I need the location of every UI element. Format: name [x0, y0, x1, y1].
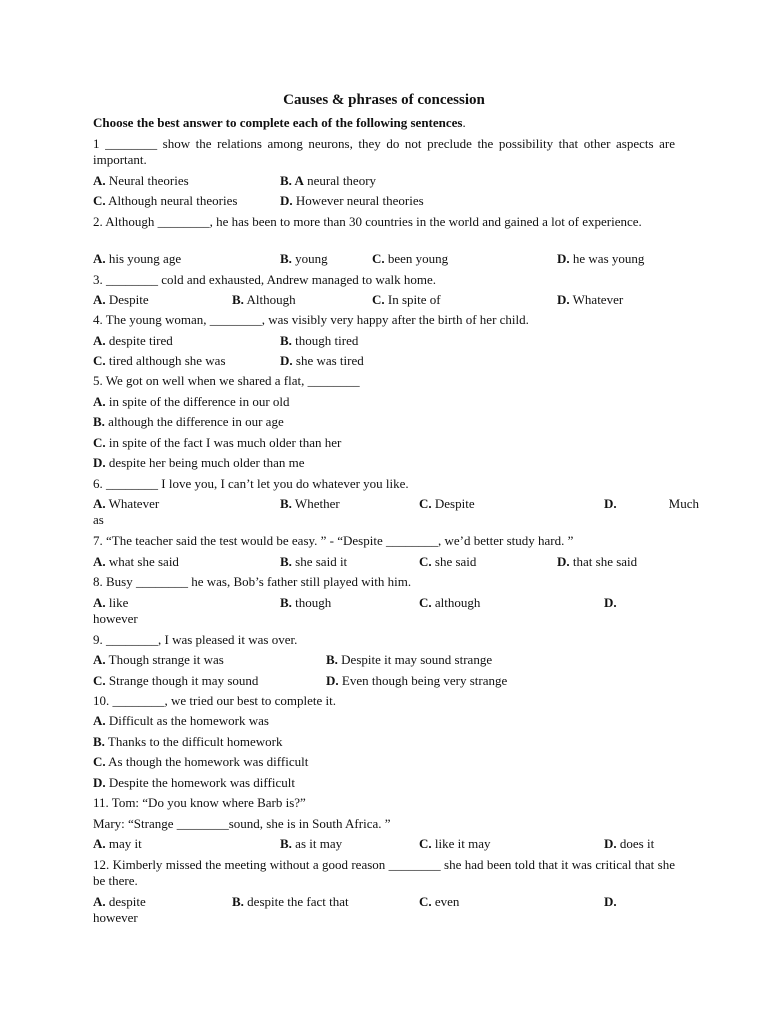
instructions — [93, 115, 466, 131]
option-d: D. However neural theories — [280, 193, 424, 208]
option-c: C. Despite — [419, 496, 475, 511]
option-d: D. Much as — [93, 496, 699, 527]
option-c: C. been young — [372, 251, 449, 266]
option-b: B. despite the fact that — [232, 894, 349, 909]
question-stem-line2: Mary: “Strange ________sound, she is in South Africa. ” — [93, 816, 391, 831]
question-stem: 6. ________ I love you, I can’t let you do whatever you like. — [93, 476, 409, 491]
option-d-text: however — [93, 910, 138, 925]
option-b: B. though — [280, 595, 332, 610]
option-a: A. in spite of the difference in our old — [93, 394, 290, 409]
option-c: C. Although neural theories — [93, 193, 238, 208]
option-c: C. although — [419, 595, 481, 610]
page-title: Causes & phrases of concession — [283, 92, 485, 108]
option-b: B. though tired — [280, 333, 359, 348]
option-b: B. she said it — [280, 554, 348, 569]
question-stem: 11. Tom: “Do you know where Barb is?” — [93, 795, 306, 810]
option-a: A. may it — [93, 836, 142, 851]
option-c: C. As though the homework was difficult — [93, 754, 309, 769]
question-stem: 5. We got on well when we shared a flat, ________ — [93, 373, 360, 388]
option-c: C. tired although she was — [93, 353, 226, 368]
option-a: A. Though strange it was — [93, 652, 224, 667]
option-c: C. she said — [419, 554, 477, 569]
option-b: B. Thanks to the difficult homework — [93, 734, 283, 749]
instructions-text: Choose the best answer to complete each of the following sentences — [93, 115, 463, 130]
option-d-letter: D. — [604, 595, 617, 610]
question-stem: 1 ________ show the relations among neurons, they do not preclude the possibility that other aspects are important. — [93, 136, 675, 167]
option-d: D. Despite the homework was difficult — [93, 775, 295, 790]
question-stem: 4. The young woman, ________, was visibly very happy after the birth of her child. — [93, 312, 529, 327]
question-stem: 7. “The teacher said the test would be easy. ” - “Despite ________, we’d better study hard. ” — [93, 533, 574, 548]
option-a: A. Difficult as the homework was — [93, 713, 269, 728]
option-a: A. Neural theories — [93, 173, 189, 188]
option-d: D. does it — [604, 836, 655, 851]
option-d: D. she was tired — [280, 353, 364, 368]
option-b: B. Whether — [280, 496, 340, 511]
question-stem: 12. Kimberly missed the meeting without a good reason ________ she had been told that it was critical that she be there. — [93, 857, 675, 888]
option-d: D. Whatever — [557, 292, 624, 307]
question-stem: 3. ________ cold and exhausted, Andrew managed to walk home. — [93, 272, 436, 287]
option-b: B. young — [280, 251, 328, 266]
question-stem: 9. ________, I was pleased it was over. — [93, 632, 298, 647]
option-c: C. in spite of the fact I was much older than her — [93, 435, 342, 450]
option-c: C. even — [419, 894, 460, 909]
option-b: B. although the difference in our age — [93, 414, 284, 429]
option-d-text: however — [93, 611, 138, 626]
option-c: C. In spite of — [372, 292, 441, 307]
question-stem: 2. Although ________, he has been to more than 30 countries in the world and gained a lot of experience. — [93, 214, 642, 229]
option-b: B. as it may — [280, 836, 343, 851]
option-b: B. Despite it may sound strange — [326, 652, 493, 667]
option-d-text-wrap: as — [93, 512, 104, 527]
option-c: C. Strange though it may sound — [93, 673, 259, 688]
instructions-period: . — [462, 115, 466, 130]
option-d: D. despite her being much older than me — [93, 455, 305, 470]
option-a: A. like — [93, 595, 129, 610]
option-a: A. Whatever — [93, 496, 160, 511]
option-b: B. Although — [232, 292, 296, 307]
option-d: D. he was young — [557, 251, 645, 266]
question-stem: 10. ________, we tried our best to complete it. — [93, 693, 336, 708]
option-d-letter: D. — [604, 894, 617, 909]
option-a: A. despite tired — [93, 333, 173, 348]
option-d: D. Even though being very strange — [326, 673, 508, 688]
option-a: A. what she said — [93, 554, 179, 569]
question-stem: 8. Busy ________ he was, Bob’s father still played with him. — [93, 574, 412, 589]
option-a: A. despite — [93, 894, 146, 909]
option-d: D. that she said — [557, 554, 638, 569]
option-b: B. A neural theory — [280, 173, 377, 188]
option-a: A. Despite — [93, 292, 149, 307]
option-a: A. his young age — [93, 251, 182, 266]
option-c: C. like it may — [419, 836, 491, 851]
